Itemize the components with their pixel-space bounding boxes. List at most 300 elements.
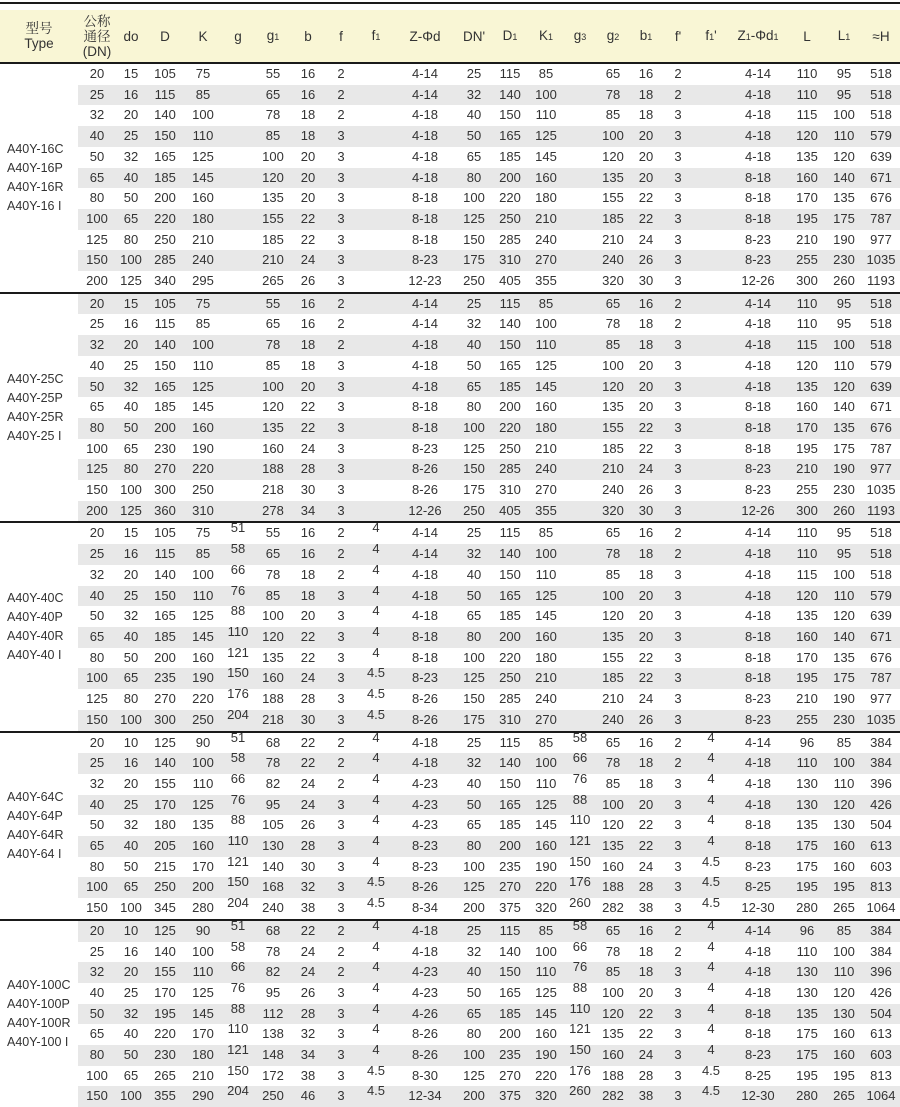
data-cell: 18 xyxy=(638,566,654,582)
data-cell: 396 xyxy=(862,962,900,983)
data-cell: 240 xyxy=(262,900,284,916)
data-cell: 3 xyxy=(662,418,694,439)
data-cell: 280 xyxy=(788,1086,826,1107)
data-cell: 1193 xyxy=(867,273,895,289)
data-cell: 24 xyxy=(300,775,316,791)
raised-value: 76 xyxy=(572,770,588,786)
raised-value: 110 xyxy=(569,1000,591,1016)
data-cell: 4-18 xyxy=(728,586,788,607)
data-cell: 230 xyxy=(826,710,862,732)
raised-value: 121 xyxy=(227,853,249,869)
data-cell: 180 xyxy=(184,209,222,230)
data-cell: 20 xyxy=(630,795,662,816)
dn-header-line: (DN) xyxy=(82,43,112,59)
data-cell: 100 xyxy=(116,710,146,732)
data-cell: 4-18 xyxy=(728,962,788,983)
data-cell: 180 xyxy=(535,649,557,665)
header-text: b xyxy=(304,28,312,44)
data-cell: 518 xyxy=(862,335,900,356)
data-cell: 24 xyxy=(292,668,324,689)
data-cell: 20 xyxy=(78,293,116,315)
data-cell: 2 xyxy=(324,293,358,315)
data-cell: 100 xyxy=(86,1067,108,1083)
data-cell xyxy=(222,356,254,377)
data-cell: 32 xyxy=(292,877,324,898)
raised-value: 110 xyxy=(569,812,591,828)
data-cell xyxy=(222,480,254,501)
data-cell xyxy=(222,1083,254,1107)
data-cell: 4-18 xyxy=(744,357,772,373)
data-cell: 260 xyxy=(833,273,855,289)
data-cell: 135 xyxy=(596,627,630,648)
table-row xyxy=(0,586,900,607)
type-label: A40Y-40 I xyxy=(7,647,62,662)
table-row xyxy=(0,209,900,230)
data-cell: 8-18 xyxy=(728,668,788,689)
raised-value: 4 xyxy=(372,582,380,598)
data-cell: 100 xyxy=(78,209,116,230)
header-text: L xyxy=(803,28,811,44)
data-cell: 2 xyxy=(662,522,694,544)
raised-value: 51 xyxy=(230,520,246,536)
data-cell: 160 xyxy=(796,399,818,415)
data-cell: 195 xyxy=(788,668,826,689)
data-cell: 185 xyxy=(492,1004,528,1025)
data-cell: 32 xyxy=(116,1004,146,1025)
data-cell: 40 xyxy=(116,836,146,857)
data-cell: 190 xyxy=(192,440,214,456)
data-cell: 140 xyxy=(154,943,176,959)
data-cell: 100 xyxy=(528,544,564,565)
data-cell: 1064 xyxy=(862,1086,900,1107)
data-cell: 30 xyxy=(630,501,662,523)
data-cell: 100 xyxy=(463,190,485,206)
data-cell: 218 xyxy=(262,482,284,498)
data-cell: 125 xyxy=(535,357,557,373)
data-cell: 110 xyxy=(788,85,826,106)
data-cell xyxy=(564,501,596,523)
data-cell: 3 xyxy=(337,900,345,916)
data-cell: 100 xyxy=(596,586,630,607)
data-cell: 140 xyxy=(146,335,184,356)
data-cell: 3 xyxy=(662,168,694,189)
data-cell: 3 xyxy=(662,209,694,230)
data-cell: 112 xyxy=(254,1004,292,1025)
data-cell: 32 xyxy=(89,566,105,582)
data-cell xyxy=(694,565,728,586)
data-cell: 125 xyxy=(86,231,108,247)
data-cell: 85 xyxy=(596,335,630,356)
raised-value: 121 xyxy=(227,644,249,660)
table-row xyxy=(0,710,900,732)
data-cell: 65 xyxy=(89,399,105,415)
data-cell: 160 xyxy=(192,190,214,206)
table-row xyxy=(0,271,900,293)
data-cell: 20 xyxy=(123,566,139,582)
data-cell: 518 xyxy=(862,544,900,565)
data-cell: 16 xyxy=(116,85,146,106)
data-cell: 100 xyxy=(86,440,108,456)
data-cell xyxy=(694,522,728,544)
table-row xyxy=(0,627,900,648)
data-cell: 1035 xyxy=(862,710,900,732)
data-cell: 78 xyxy=(605,943,621,959)
table-row xyxy=(0,565,900,586)
data-cell: 4-14 xyxy=(728,920,788,942)
data-cell: 210 xyxy=(535,440,557,456)
data-cell: 504 xyxy=(870,817,892,833)
data-cell: 80 xyxy=(123,691,139,707)
data-cell: 85 xyxy=(195,316,211,332)
data-cell: 8-26 xyxy=(411,1026,439,1042)
data-cell: 518 xyxy=(862,293,900,315)
data-cell: 518 xyxy=(862,85,900,106)
data-cell: 120 xyxy=(833,608,855,624)
raised-value: 4 xyxy=(707,812,715,828)
data-cell xyxy=(358,335,394,356)
data-cell: 2 xyxy=(324,85,358,106)
data-cell: 3 xyxy=(662,1004,694,1025)
table-row xyxy=(0,857,900,878)
data-cell: 8-23 xyxy=(744,231,772,247)
data-cell: 8-30 xyxy=(411,1067,439,1083)
data-cell: 65 xyxy=(596,920,630,942)
data-cell xyxy=(222,418,254,439)
data-cell: 3 xyxy=(337,858,345,874)
data-cell xyxy=(694,418,728,439)
data-cell: 3 xyxy=(674,691,682,707)
data-cell: 8-23 xyxy=(744,858,772,874)
data-cell: 78 xyxy=(596,544,630,565)
table-row xyxy=(0,168,900,189)
data-cell: 68 xyxy=(254,920,292,942)
data-cell: 16 xyxy=(123,943,139,959)
data-cell xyxy=(358,85,394,106)
data-cell: 2 xyxy=(337,566,345,582)
data-cell: 3 xyxy=(324,1086,358,1107)
header-subscript: 1 xyxy=(375,31,381,42)
data-cell: 613 xyxy=(862,836,900,857)
data-cell: 40 xyxy=(466,107,482,123)
data-cell: 676 xyxy=(862,418,900,439)
data-cell: 100 xyxy=(602,984,624,1000)
data-cell: 150 xyxy=(86,900,108,916)
data-cell: 3 xyxy=(674,817,682,833)
header-subscript: 1 xyxy=(274,31,280,42)
data-cell: 165 xyxy=(154,148,176,164)
table-row xyxy=(0,230,900,251)
table-row xyxy=(0,815,900,836)
data-cell: 8-18 xyxy=(744,399,772,415)
data-cell: 215 xyxy=(154,858,176,874)
data-cell: 255 xyxy=(788,250,826,271)
data-cell: 20 xyxy=(638,608,654,624)
data-cell: 200 xyxy=(78,501,116,523)
data-cell: 220 xyxy=(528,877,564,898)
raised-value: 4.5 xyxy=(366,874,386,890)
data-cell: 100 xyxy=(120,900,142,916)
data-cell: 24 xyxy=(300,440,316,456)
data-cell: 28 xyxy=(292,836,324,857)
data-cell xyxy=(222,293,254,315)
data-cell: 90 xyxy=(184,920,222,942)
data-cell: 210 xyxy=(596,459,630,480)
data-cell: 355 xyxy=(535,273,557,289)
data-cell xyxy=(694,314,728,335)
data-cell: 220 xyxy=(184,459,222,480)
data-cell: 345 xyxy=(154,900,176,916)
raised-value: 150 xyxy=(227,874,249,890)
data-cell: 4-18 xyxy=(728,544,788,565)
data-cell: 135 xyxy=(796,148,818,164)
table-row xyxy=(0,397,900,418)
raised-value: 4.5 xyxy=(366,1062,386,1078)
data-cell: 4-14 xyxy=(394,85,456,106)
data-cell: 3 xyxy=(324,501,358,523)
data-cell: 150 xyxy=(146,126,184,147)
raised-value: 4 xyxy=(707,1042,715,1058)
data-cell xyxy=(694,689,728,710)
data-cell: 195 xyxy=(826,877,862,898)
data-cell: 3 xyxy=(662,1086,694,1107)
data-cell: 200 xyxy=(154,190,176,206)
data-cell: 8-18 xyxy=(411,649,439,665)
data-cell: 8-26 xyxy=(394,877,456,898)
type-label-cell xyxy=(0,293,78,523)
data-cell: 22 xyxy=(630,1004,662,1025)
data-cell: 115 xyxy=(492,732,528,754)
data-cell: 8-26 xyxy=(394,1045,456,1066)
data-cell: 30 xyxy=(638,273,654,289)
data-cell: 115 xyxy=(146,544,184,565)
data-cell: 220 xyxy=(192,691,214,707)
table-row xyxy=(0,648,900,669)
data-cell: 80 xyxy=(89,858,105,874)
data-cell xyxy=(358,459,394,480)
raised-value: 4 xyxy=(372,853,380,869)
data-cell xyxy=(694,293,728,315)
data-cell: 140 xyxy=(262,858,284,874)
data-cell: 135 xyxy=(833,190,855,206)
data-cell xyxy=(694,439,728,460)
raised-value: 4 xyxy=(372,938,380,954)
data-cell xyxy=(694,710,728,732)
data-cell: 100 xyxy=(826,335,862,356)
data-cell: 24 xyxy=(638,231,654,247)
raised-value: 4 xyxy=(372,729,380,745)
data-cell: 20 xyxy=(300,148,316,164)
data-cell: 80 xyxy=(456,836,492,857)
data-cell: 160 xyxy=(528,836,564,857)
header-text: D xyxy=(502,27,513,43)
data-cell: 195 xyxy=(833,1067,855,1083)
data-cell: 150 xyxy=(499,107,521,123)
data-cell: 125 xyxy=(78,459,116,480)
data-cell: 3 xyxy=(337,440,345,456)
data-cell: 135 xyxy=(602,399,624,415)
data-cell: 140 xyxy=(833,399,855,415)
data-cell: 2 xyxy=(662,732,694,754)
data-cell: 32 xyxy=(123,817,139,833)
data-cell xyxy=(564,586,596,607)
data-cell: 125 xyxy=(86,691,108,707)
data-cell: 25 xyxy=(456,522,492,544)
data-cell: 16 xyxy=(638,66,654,81)
data-cell: 195 xyxy=(788,877,826,898)
raised-value: 4 xyxy=(372,917,380,933)
data-cell: 280 xyxy=(192,900,214,916)
data-cell: 40 xyxy=(78,795,116,816)
data-cell xyxy=(358,230,394,251)
column-header xyxy=(254,10,292,63)
data-cell: 180 xyxy=(154,817,176,833)
data-cell: 22 xyxy=(630,418,662,439)
data-cell: 8-25 xyxy=(744,1067,772,1083)
data-cell xyxy=(694,397,728,418)
data-cell: 185 xyxy=(146,627,184,648)
data-cell: 120 xyxy=(826,377,862,398)
data-cell: 32 xyxy=(456,753,492,774)
data-cell: 426 xyxy=(862,795,900,816)
data-cell: 20 xyxy=(638,148,654,164)
data-cell: 4-18 xyxy=(728,126,788,147)
column-header xyxy=(826,10,862,63)
header-subscript: 1 xyxy=(745,31,751,42)
data-cell: 265 xyxy=(262,273,284,289)
raised-value: 4.5 xyxy=(366,706,386,722)
data-cell: 78 xyxy=(596,85,630,106)
data-cell: 504 xyxy=(862,1004,900,1025)
data-cell: 160 xyxy=(262,440,284,456)
data-cell xyxy=(694,480,728,501)
header-subscript: 1 xyxy=(709,31,715,42)
data-cell: 190 xyxy=(184,668,222,689)
type-label-cell xyxy=(0,920,78,1107)
data-cell: 22 xyxy=(638,1026,654,1042)
data-cell: 230 xyxy=(154,440,176,456)
data-cell: 4-14 xyxy=(411,316,439,332)
data-cell: 8-23 xyxy=(394,668,456,689)
data-cell: 3 xyxy=(324,710,358,732)
data-cell: 100 xyxy=(535,943,557,959)
column-header xyxy=(662,10,694,63)
data-cell: 4-18 xyxy=(394,377,456,398)
data-cell: 12-26 xyxy=(728,501,788,523)
data-cell: 78 xyxy=(605,316,621,332)
raised-value: 51 xyxy=(230,917,246,933)
data-cell: 310 xyxy=(184,501,222,523)
data-cell xyxy=(564,439,596,460)
raised-value: 4 xyxy=(707,979,715,995)
data-cell: 8-18 xyxy=(728,627,788,648)
data-cell: 320 xyxy=(596,501,630,523)
data-cell: 140 xyxy=(492,753,528,774)
data-cell: 4-26 xyxy=(394,1004,456,1025)
data-cell: 3 xyxy=(324,250,358,271)
data-cell: 135 xyxy=(833,649,855,665)
data-cell: 115 xyxy=(796,566,818,582)
data-cell: 384 xyxy=(870,943,892,959)
data-cell xyxy=(222,85,254,106)
data-cell: 4-18 xyxy=(411,943,439,959)
data-cell: 80 xyxy=(456,627,492,648)
data-cell: 170 xyxy=(146,795,184,816)
data-cell xyxy=(222,168,254,189)
data-cell xyxy=(358,706,394,732)
data-cell: 3 xyxy=(324,459,358,480)
raised-value: 88 xyxy=(572,979,588,995)
header-text: f' xyxy=(674,28,682,44)
data-cell xyxy=(694,271,728,293)
data-cell xyxy=(358,314,394,335)
data-cell: 155 xyxy=(602,649,624,665)
data-cell: 135 xyxy=(796,817,818,833)
type-label: A40Y-16R xyxy=(7,179,64,194)
header-text: K xyxy=(198,28,208,44)
data-cell: 195 xyxy=(788,209,826,230)
data-cell: 3 xyxy=(674,566,682,582)
data-cell: 310 xyxy=(492,250,528,271)
data-cell: 135 xyxy=(602,1026,624,1042)
data-cell: 50 xyxy=(456,586,492,607)
data-cell: 676 xyxy=(870,649,892,665)
data-cell: 3 xyxy=(674,440,682,456)
data-cell: 130 xyxy=(826,1004,862,1025)
data-cell: 135 xyxy=(826,418,862,439)
data-cell: 16 xyxy=(116,753,146,774)
raised-value: 176 xyxy=(569,874,591,890)
data-cell: 4-18 xyxy=(744,148,772,164)
data-cell: 165 xyxy=(154,608,176,624)
table-row xyxy=(0,774,900,795)
data-cell: 240 xyxy=(602,482,624,498)
data-cell: 110 xyxy=(833,775,855,791)
data-cell: 125 xyxy=(528,126,564,147)
table-row xyxy=(0,63,900,85)
data-cell: 20 xyxy=(116,962,146,983)
data-cell: 165 xyxy=(492,795,528,816)
data-cell: 2 xyxy=(337,316,345,332)
data-cell: 78 xyxy=(596,753,630,774)
data-cell: 26 xyxy=(300,273,316,289)
data-cell: 140 xyxy=(826,627,862,648)
data-cell: 115 xyxy=(492,920,528,942)
data-cell: 3 xyxy=(324,126,358,147)
data-cell: 20 xyxy=(116,335,146,356)
data-cell: 168 xyxy=(254,877,292,898)
data-cell: 2 xyxy=(662,293,694,315)
data-cell: 2 xyxy=(324,732,358,754)
data-cell: 185 xyxy=(262,231,284,247)
data-cell: 65 xyxy=(78,627,116,648)
data-cell: 95 xyxy=(836,66,852,81)
data-cell: 22 xyxy=(300,399,316,415)
data-cell xyxy=(564,271,596,293)
raised-value: 204 xyxy=(227,895,249,911)
data-cell: 165 xyxy=(492,126,528,147)
data-cell: 3 xyxy=(662,627,694,648)
data-cell: 2 xyxy=(337,66,345,81)
data-cell: 140 xyxy=(154,566,176,582)
data-cell xyxy=(564,188,596,209)
data-cell: 32 xyxy=(116,377,146,398)
data-cell: 32 xyxy=(89,107,105,123)
data-cell: 145 xyxy=(192,399,214,415)
raised-value: 4 xyxy=(372,520,380,536)
table-row xyxy=(0,1086,900,1107)
data-cell: 20 xyxy=(638,399,654,415)
data-cell xyxy=(694,895,728,920)
